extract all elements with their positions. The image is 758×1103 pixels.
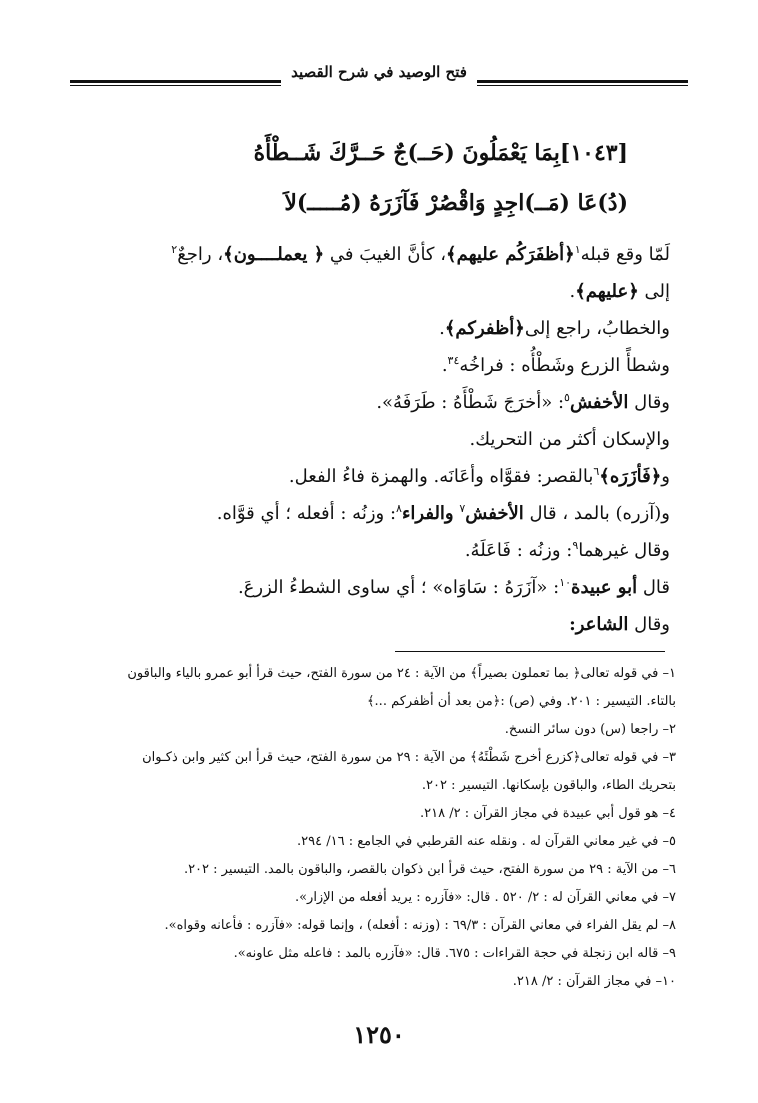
body-line-9: وقال غيرهما$^٩$: وزنُه : فَاعَلَهُ. [464,539,670,561]
footnote-7: ٧– في معاني القرآن له : ٢/ ٥٢٠ . قال: «فآزره : يريد أفعله من الإزار». [294,890,676,905]
commentary-body [78,236,670,643]
footnote-divider [395,651,665,652]
body-line-10: قال أبو عبيدة$^{١٠}$: «آزَرَهُ : سَاوَاه» ؛ أي ساوى الشطءُ الزرعَ. [237,576,670,598]
footnote-mark: ١٠ [559,576,572,589]
body-line-1: لَمّا وقع قبله$^١$﴿أظفَرَكُم عليهم﴾، كأنَّ الغيبَ في ﴿ يعملــــون﴾، راجعٌ$^٢$ [171,243,670,265]
footnote-5: ٥– في غير معاني القرآن له . ونقله عنه القرطبي في الجامع : ١٦/ ٢٩٤. [297,834,676,849]
body-line-5: وقال الأخفش$^٥$: «أخرَجَ شَطْأَهُ : طَرَفَهُ». [376,391,670,413]
footnote-3-cont: بتحريك الطاء، والباقون بإسكانها. التيسير : ٢٠٢. [421,778,676,793]
footnote-3: ٣– في قوله تعالى﴿كزرع أخرج شَطْئَهُ﴾ من الآية : ٢٩ من سورة الفتح، حيث قرأ ابن كثير وابن ذكـوان [142,750,676,765]
page-number: ١٢٥٠ [353,1020,405,1049]
footnote-1: ١– في قوله تعالى﴿ بما تعملون بصيراً﴾ من الآية : ٢٤ من سورة الفتح، حيث قرأ أبو عمرو بالياء والباقون [127,666,676,681]
running-header [70,52,688,92]
verse-line-2: (دُ)عَا (مَــ)اجِدٍ وَاقْصُرْ فَآزَرَهُ (مُـــــ)لاَ [284,190,628,216]
footnote-2: ٢– راجعا (س) دون سائر النسخ. [504,722,676,737]
footnote-4: ٤– هو قول أبي عبيدة في مجاز القرآن : ٢/ ٢١٨. [419,806,676,821]
footnote-mark: ٧ [459,502,466,515]
footnote-mark: ٩ [572,539,579,552]
footnote-mark: ٥ [564,391,570,404]
footnote-10: ١٠– في مجاز القرآن : ٢/ ٢١٨. [512,974,676,989]
footnote-1-cont: بالتاء. التيسير : ٢٠١. وفي (ص) :﴿من بعد أن أظفركم ...﴾ [366,694,676,709]
verse-line-1: [١٠٤٣]بِمَا يَعْمَلُونَ (حَــ)جٌ حَــرَّكَ شَــطْأَهُ [253,140,628,166]
footnote-mark: ١ [574,243,581,256]
footnotes [80,660,676,996]
footnote-mark: ٦ [593,465,600,478]
footnote-mark: ٢ [171,243,178,256]
body-line-6: والإسكان أكثر من التحريك. [469,429,670,450]
body-line-3: والخطابُ، راجع إلى﴿أظفركم﴾. [439,318,670,339]
footnote-9: ٩– قاله ابن زنجلة في حجة القراءات : ٦٧٥. قال: «فآزره بالمد : فاعله مثل عاونه». [233,946,676,961]
body-line-11: وقال الشاعر: [569,614,670,635]
footnote-mark: ٣ [447,354,454,367]
body-line-4: وشطأً الزرع وشَطْأُه : فراخُه$^{٣٤}$. [441,354,670,376]
header-title: فتح الوصيد في شرح القصيد [281,52,477,92]
body-line-7: و﴿فَأزَرَه﴾$^٦$بالقصر: فقوَّاه وأعَانَه. والهمزة فاءُ الفعل. [288,465,670,487]
footnote-mark: ٨ [396,502,402,515]
body-line-2: إلى ﴿عليهم﴾. [569,281,670,302]
footnote-8: ٨– لم يقل الفراء في معاني القرآن : ٦٩/٣ : (وزنه : أفعله) ، وإنما قوله: «فآزره : فأعانه وقواه». [164,918,676,933]
body-line-8: و(آزره) بالمد ، قال الأخفش$^٧$ والفراء$^٨$: وزنُه : أفعله ؛ أي قوَّاه. [216,502,670,524]
footnote-mark: ٤ [453,354,460,367]
footnote-6: ٦– من الآية : ٢٩ من سورة الفتح، حيث قرأ ابن ذكوان بالقصر، والباقون بالمد. التيسير : ٢٠٢. [183,862,676,877]
